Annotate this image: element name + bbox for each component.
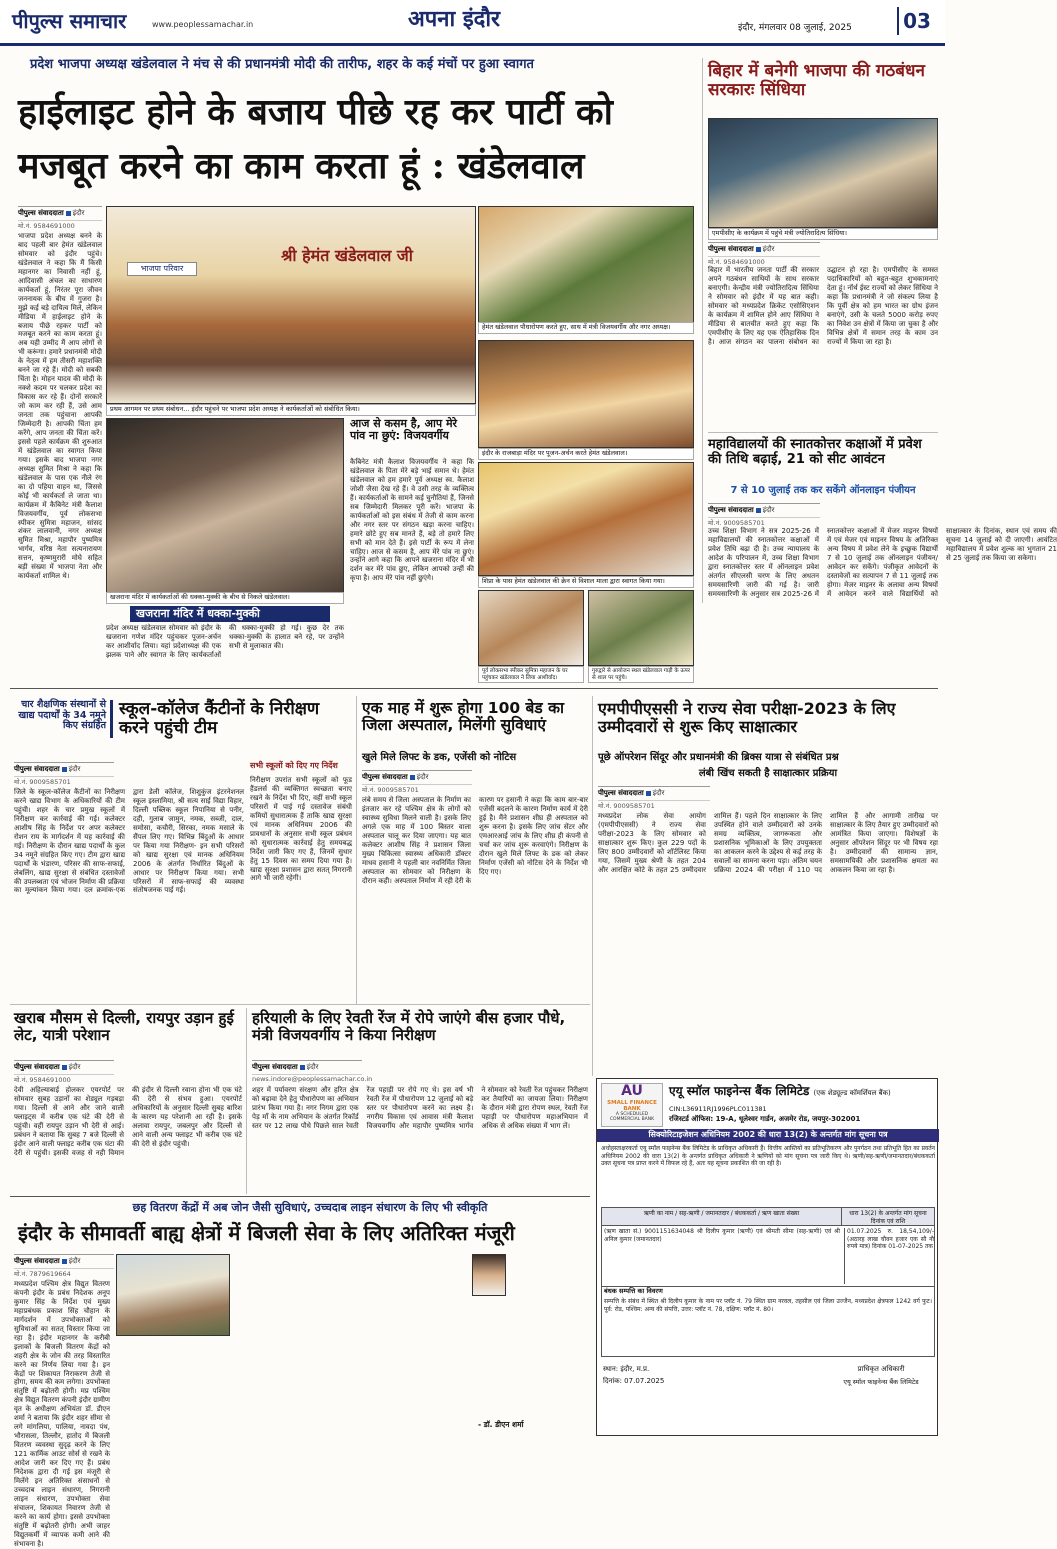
hospital-body: लंबे समय से जिला अस्पताल के निर्माण का इंतजार कर रहे पश्चिम क्षेत्र के लोगों को स्वास्थ्य सुविधा मिलने वाली है। इसके लिए अगले एक माह में 100 बिस्तर वाला अस्पताल चालू कर दिया जाएगा। यह बात कलेक्टर आशीष सिंह ने प्रशासन जिला मुख्य चिकित्सा स्वास्थ्य अधिकारी डॉक्टर माधव हसानी ने पहली बार नवनिर्मित जिला अस्पताल का सोमवार को निरीक्षण के दौरान कही। अस्पताल निर्माण में रही देरी के कारण पर हसानी ने कहा कि काम बार-बार एजेंसी बदलने के कारण निर्माण कार्य में देरी हुई है। मैंने प्रशासन शीघ्र ही अस्पताल को शुरू करना है। इसके लिए जांच सेंटर और एमआरआई जांच के लिए शीघ्र ही कंपनी से चर्चा कर जांच शुरू करवाएंगे। निरीक्षण के दौरान खुले मिले लिफ्ट के डक को लेकर निर्माण एजेंसी को नोटिस देने के निर्देश भी दिए गए। (362, 796, 588, 885)
brand-logo[interactable]: पीपुल्स समाचार (12, 9, 127, 33)
notice-property: सम्पत्ति के संबंध में स्थित श्री दिलीप कुमार के नाम पर प्लॉट नं. 79 स्थित ग्राम नरवल, तहसील एवं जिला उज्जैन, मध्यप्रदेश क्षेत्रफल 1242 वर्ग फुट। पूर्व: रोड, पश्चिम: अन्य की संपत्ति, उत्तर: प्लॉट नं. 78, दक्षिण: प्लॉट नं. 80। (604, 1298, 932, 1313)
square-icon (62, 1259, 67, 1264)
page-number: 03 (897, 7, 935, 35)
bank-address: रजिस्टर्ड ऑफिस: 19-A, धूलेश्वर गार्डन, अजमेर रोड, जयपुर-302001 (669, 1115, 861, 1123)
bank-logo (601, 1083, 663, 1127)
hospital-byline (362, 770, 472, 785)
crowd-body: प्रदेश अध्यक्ष खंडेलवाल सोमवार को इंदौर के खजराना गणेश मंदिर पहुंचकर पूजन-अर्चन कर आशीर्वाद लिया। यहां प्रदेशाध्यक्ष की एक झलक पाने और स्वागत के लिए कार्यकर्ताओं की धक्का-मुक्की हो गई। कुछ देर तक धक्का-मुक्की के हालात बने रहे, पर उन्होंने सभी से मुलाकात की। (106, 624, 344, 659)
byline-name: पीपुल्स संवाददाता (598, 789, 644, 797)
square-icon (410, 775, 415, 780)
byline-name: पीपुल्स संवाददाता (708, 245, 754, 253)
byline-name: पीपुल्स संवाददाता (252, 1063, 298, 1071)
canteen-headline: स्कूल-कॉलेज कैंटीनों के निरीक्षण करने पहुंची टीम (110, 700, 350, 738)
notice-row-borrower: (ऋण खाता सं.) 9001151634048 श्री दिलीप कुमार (ऋणी) एवं श्रीमती सीमा (सह-ऋणी) एवं श्री अनिल कुमार (जमानतदार) (604, 1228, 840, 1243)
bank-cin: CIN:L36911RJ1996PLC011381 (669, 1105, 767, 1113)
mppsc-byline (598, 786, 710, 801)
lead-body: भाजपा प्रदेश अध्यक्ष बनने के बाद पहली बार हेमंत खंडेलवाल सोमवार को इंदौर पहुंचे। खंडेलवाल ने कहा कि मैं किसी महानगर का निवासी नहीं हूं, आदिवासी अंचल का साधारण कार्यकर्ता हूं, निरंतर पूरा जीवन जननायक के बीच में गुजरा है। मुझे कई बड़े दायित्व मिले, लेकिन मीडिया में हाईलाइट होने के बजाय पीछे रहकर पार्टी को मजबूत करने का काम करता हूं। अब यही उम्मीद मैं आप लोगों से भी करूंगा। हमारे प्रधानमंत्री मोदी के नेतृत्व में हम तीसरी महाशक्ति बनने जा रहे हैं। मोदी को सबकी चिंता है। मोहन यादव की मोदी के नक्शे कदम पर चलकर प्रदेश का विकास कर रहे हैं। दोनों सरकारें जो काम कर रही हैं, उसे आम जनता तक पहुंचाना आपकी जिम्मेदारी है। आपकी चिंता हम करेंगे, आप जनता की चिंता करें। इससे पहले कार्यक्रम की शुरुआत में खंडेलवाल का स्वागत किया गया। इसके बाद भाजपा नगर अध्यक्ष सुमित मिश्रा ने कहा कि खंडेलवाल के पास एक नीले रंग का दो पहिया वाहन था, जिससे कोई भी कार्यकर्ता ले जाता था। कार्यक्रम में कैबिनेट मंत्री कैलाश विजयवर्गीय, पूर्व लोकसभा स्पीकर सुमित्रा महाजन, सांसद शंकर लालवानी, नगर अध्यक्ष सुमित मिश्रा, महापौर पुष्यमित्र भार्गव, वरिष्ठ नेता सत्यनारायण सत्तन, कृष्णमुरारी मोघे सहित बड़ी संख्या में भाजपा नेता और कार्यकर्ता शामिल थे। (18, 232, 102, 581)
mahajan-photo-caption: पूर्व लोकसभा स्पीकर सुमित्रा महाजन के घर पहुंचकर खंडेलवाल ने लिया आशीर्वाद। (478, 666, 584, 683)
plantation-headline: हरियाली के लिए रेवती रेंज में रोपे जाएंगे बीस हजार पौधे, मंत्री विजयवर्गीय ने किया निरीक्षण (252, 1009, 566, 1044)
stage-banner-sub: भाजपा परिवार (127, 262, 197, 276)
power-body-cont (116, 1340, 228, 1430)
lead-kicker: प्रदेश भाजपा अध्यक्ष खंडेलवाल ने मंच से की प्रधानमंत्री मोदी की तारीफ, शहर के कई मंचों पर हुआ स्वागत (30, 57, 534, 72)
lead-mobile: मो.नं. 9584691000 (18, 222, 75, 230)
power-signature: - डॉ. डीएन शर्मा (478, 1420, 524, 1429)
notice-signatory-org: एयू स्मॉल फाइनेन्स बैंक लिमिटेड (843, 1378, 919, 1386)
section-divider (10, 1004, 590, 1005)
notice-signatory: प्राधिकृत अधिकारी (857, 1365, 905, 1373)
masthead (0, 0, 945, 46)
plant-photo-caption: हेमंत खंडेलवाल पौधारोपण करते हुए, साथ में मंत्री विजयवर्गीय और नगर अध्यक्ष। (478, 322, 694, 334)
weather-byline (14, 1060, 114, 1075)
stage-banner: श्री हेमंत खंडेलवाल जी (281, 246, 413, 265)
byline-place: इंदौर (306, 1063, 319, 1071)
byline-place: इंदौर (762, 506, 775, 514)
temple-photo-caption: इंदौर के राजबाड़ा मंदिर पर पूजन-अर्चन करते हेमंत खंडेलवाल। (478, 448, 694, 460)
power-body: मध्यप्रदेश पश्चिम क्षेत्र विद्युत वितरण कंपनी इंदौर के प्रबंध निदेशक अनूप कुमार सिंह के निर्देश एवं मुख्य महाप्रबंधक प्रकाश सिंह चौहान के मार्गदर्शन में उपभोक्ताओं को सुविधाओं का सतत् विस्तार किया जा रहा है। इंदौर महानगर के करीबी इलाकों के बिजली वितरण केंद्रों को शहरी क्षेत्र के जोन की तरह विस्तारित करने का निर्णय लिया गया है। इन केंद्रों पर शिकायत निराकरण तेजी से होगा, समय की कम लगेगा। उपभोक्ता संतुष्टि में बढ़ोतरी होगी। मप्र पश्चिम क्षेत्र विद्युत वितरण कंपनी इंदौर ग्रामीण वृत के अधीक्षण अभियंता डॉ. डीएन शर्मा ने बताया कि इंदौर शहर सीमा से लगे मांगलिया, पालिया, नावदा पंथ, भौरासला, तिल्लौर, हातोद में बिजली वितरण व्यवस्था सुदृढ़ करने के लिए 121 कार्मिक आउट सोर्स से रखने के आदेश जारी कर दिए गए हैं। प्रबंध निदेशक द्वारा दी गई इस मंजूरी से मिलेंगे इन अतिरिक्त संसाधनों से उच्चदाब लाइन संधारण, निगरानी लाइन संधारण, उपभोक्ता सेवा संचालन, शिकायत निवारण तेजी से करने का कार्य होगा। इससे उपभोक्ता संतुष्टि में बढ़ोतरी होगी। अभी जाहर विद्युतकर्मी में व्यापक कमी आने की संभावना है। (14, 1280, 110, 1548)
crowd-headline: खजराना मंदिर में धक्का-मुक्की (130, 606, 330, 622)
byline-place: इंदौर (72, 209, 85, 217)
scindia-photo (708, 118, 938, 228)
power-officer-photo (472, 1254, 506, 1296)
section-divider (10, 1196, 590, 1197)
canteen-byline (14, 762, 114, 777)
stage-photo (106, 206, 476, 404)
byline-name: पीपुल्स संवाददाता (14, 765, 60, 773)
notice-intro: अधोहस्ताक्षरकर्ता एयू स्मॉल फाइनेन्स बैंक लिमिटेड के प्राधिकृत अधिकारी हैं। वित्तीय आस्तियों का प्रतिभूतिकरण और पुनर्गठन तथा प्रतिभूति हित का प्रवर्तन अधिनियम 2002 की धारा 13(2) के अन्तर्गत प्राधिकृत अधिकारी ने ऋणियों को मांग सूचना पत्र जारी किए थे। ऋणी/सह-ऋणी/जमानतदार/बंधककर्ता उक्त सूचना पत्र प्राप्त करने में विफल रहे हैं, अतः यह सूचना प्रकाशित की जा रही है। (601, 1145, 935, 1168)
college-body: उच्च शिक्षा विभाग ने सत्र 2025-26 में महाविद्यालयों की स्नातकोत्तर कक्षाओं में प्रवेश तिथि बढ़ा दी है। उच्च न्यायालय के आदेश के परिपालन में, उच्च शिक्षा विभाग द्वारा स्नातकोत्तर स्तर में ऑनलाइन प्रवेश अंतर्गत सीएलसी चरण के लिए अधतन समयसारिणी जारी की गई है। जारी समयसारिणी के अनुसार सत्र 2025-26 में स्नातकोत्तर कक्षाओं में मेजर माइनर विषयों में एवं मेजर एवं माइनर विषय के अतिरिक्त अन्य विषय में प्रवेश लेने के इच्छुक विद्यार्थी 7 से 10 जुलाई तक ऑनलाइन पंजीयन/आवेदन कर सकेंगे। पंजीकृत आवेदनों के दस्तावेजों का सत्यापन 7 से 11 जुलाई तक होगा। मेजर माइनर के अलावा अन्य विषयों में आवेदन करने वाले विद्यार्थियों को साक्षात्कार के दिनांक, स्थान एवं समय की सूचना 14 जुलाई को दी जाएगी। आवंटित महाविद्यालय में प्रवेश शुल्क का भुगतान 21 से 25 जुलाई तक किया जा सकेगा। (708, 527, 1057, 598)
power-office-photo (116, 1254, 230, 1336)
lead-headline-2: मजबूत करने का काम करता हूं : खंडेलवाल (18, 145, 585, 187)
column-divider (702, 58, 703, 603)
bank-title (669, 1085, 935, 1098)
mppsc-mobile: मो.नं. 9009585701 (598, 802, 655, 810)
column-divider (246, 1008, 247, 1194)
section-divider (10, 688, 938, 689)
canteen-side-title: चार शैक्षणिक संस्थानों से खाद्य पदार्थों के 34 नमूने किए संग्रहित (18, 699, 106, 732)
bank-logo-mark: AU (621, 1083, 643, 1099)
power-kicker: छह वितरण केंद्रों में अब जोन जैसी सुविधाएं, उच्चदाब लाइन संधारण के लिए भी स्वीकृति (132, 1201, 488, 1214)
bank-logo-sub: A SCHEDULED COMMERCIAL BANK (609, 1111, 655, 1122)
crowd-photo (106, 418, 344, 594)
byline-name: पीपुल्स संवाददाता (362, 773, 408, 781)
temple-photo (478, 340, 694, 448)
vijay-headline: आज से कसम है, आप मेरे पांव ना छुएं: विजयवर्गीय (350, 417, 458, 443)
vijay-body: कैबिनेट मंत्री कैलाश विजयवर्गीय ने कहा कि खंडेलवाल के पिता मेरे बड़े भाई समान थे। हेमंत खंडेलवाल को हम हमारे पूर्व अध्यक्ष स्व. कैलाश जोशी जैसा देख रहे हैं। वे उसी तरह के व्यक्तित्व हैं। कार्यकर्ताओं के सामने कई चुनौतियां हैं, जिनसे सब जिम्मेदारी मिलकर पूरी करें। भाजपा के कार्यकर्ताओं को इस संबंध में तेजी से काम करना और नगर स्तर पर संगठन खड़ा करना चाहिए। हमारे छोटे हुए सब मानते हैं, बड़े तो हमारे लिए सभी को मान देते हैं। इसे पार्टी के रूप में लेना चाहिए। आज से कसम है, आप मेरे पांव ना छुएं। उन्होंने आगे कहा कि आपने खजराना मंदिर में भी दर्शन कर मेरे पांव छुए, लेकिन आपको उन्हीं की कृपा है। आप मेरे पांव नहीं छुएंगे। (350, 458, 474, 583)
college-byline (708, 503, 820, 518)
hospital-mobile: मो.नं. 9009585701 (362, 786, 419, 794)
garland-photo (478, 462, 694, 576)
byline-name: पीपुल्स संवाददाता (14, 1257, 60, 1265)
plantation-email[interactable]: news.indore@peoplessamachar.co.in (252, 1075, 373, 1083)
square-icon (756, 247, 761, 252)
byline-place: इंदौर (652, 789, 665, 797)
garland-photo-caption: शिप्रा के पास हेमंत खंडेलवाल की क्रेन से विशाल माला द्वारा स्वागत किया गया। (478, 576, 694, 588)
college-subhead: 7 से 10 जुलाई तक कर सकेंगे ऑनलाइन पंजीयन (730, 485, 916, 496)
notice-property-title: बंधक सम्पत्ति का विवरण (602, 1286, 934, 1296)
gurudwara-photo (588, 590, 694, 666)
byline-place: इंदौर (762, 245, 775, 253)
canteen-box-title: सभी स्कूलों को दिए गए निर्देश (250, 761, 338, 770)
square-icon (300, 1065, 305, 1070)
scindia-photo-caption: एमपीसीए के कार्यक्रम में पहुंचे मंत्री ज्योतिरादित्य सिंधिया। (708, 228, 938, 240)
square-icon (62, 1065, 67, 1070)
bank-title-note: (एक शेड्यूल्ड कॉमर्शियल बैंक) (813, 1089, 891, 1097)
notice-col-header-1: ऋणी का नाम / सह-ऋणी / जमानतदार / बंधककर्ता / ऋण खाता संख्या (602, 1208, 842, 1226)
lead-byline (18, 206, 102, 221)
notice-place: स्थान: इंदौर, म.प्र. (603, 1365, 650, 1373)
site-url[interactable]: www.peoplessamachar.in (152, 20, 254, 29)
college-headline: महाविद्यालयों की स्नातकोत्तर कक्षाओं में प्रवेश की तिथि बढ़ाई, 21 को सीट आवंटन (708, 437, 922, 467)
dateline: इंदौर, मंगलवार 08 जुलाई, 2025 (738, 23, 852, 33)
canteen-box-body: निरीक्षण उपरांत सभी स्कूलों को फूड हैंडलर्स की व्यक्तिगत स्वच्छता बनाए रखने के निर्देश भी दिए, वहीं सभी स्कूल परिसरों में पाई गई दस्तावेज संबंधी कमियों सुधारात्मक हैं ताकि खाद्य सुरक्षा एवं मानक अधिनियम 2006 की प्रावधानों के अनुसार सभी स्कूल प्रबंधन को सुधारात्मक कार्रवाई हेतु समयबद्ध निर्देश जारी किए गए हैं, जिनमें सुधार हेतु 15 दिवस का समय दिया गया है। खाद्य सुरक्षा प्रशासन द्वारा सतत् निगरानी आगे भी जारी रहेगी। (250, 776, 352, 883)
weather-mobile: मो.नं. 9584691000 (14, 1076, 71, 1084)
square-icon (756, 508, 761, 513)
hospital-subhead: खुले मिले लिफ्ट के डक, एजेंसी को नोटिस (362, 752, 517, 763)
power-headline: इंदौर के सीमावर्ती बाह्य क्षेत्रों में बिजली सेवा के लिए अतिरिक्त मंजूरी (18, 1221, 515, 1245)
mppsc-body: मध्यप्रदेश लोक सेवा आयोग (एमपीपीएससी) ने राज्य सेवा परीक्षा-2023 के लिए सोमवार को साक्षात्कार शुरू किए। कुल 229 पदों के लिए 800 उम्मीदवारों को शॉर्टलिस्ट किया गया, जिसमें मुख्य श्रेणी के तहत 204 और आरक्षित कोटे के तहत 25 उम्मीदवार शामिल हैं। पहले दिन साक्षात्कार के लिए उपस्थित होने वाले उम्मीदवारों को उनके समग्र व्यक्तित्व, जागरूकता और प्रशासनिक भूमिकाओं के लिए उपयुक्तता का आकलन करने के उद्देश्य से कई तरह के सवालों का सामना करना पड़ा। अंतिम चयन प्रक्रिया 2024 की परीक्षा में 110 पद शामिल हैं और आगामी तारीख पर साक्षात्कार के लिए तैयार हुए उम्मीदवारों को आमंत्रित किया जाएगा। विशेषज्ञों के अनुसार ऑपरेशन सिंदूर पर भी विषय रहा है। उम्मीदवारों की सामान्य ज्ञान, समसामयिकी और प्रशासनिक क्षमता का आकलन किया जा रहा है। (598, 812, 939, 874)
notice-table (601, 1207, 935, 1357)
scindia-headline: बिहार में बनेगी भाजपा की गठबंधन सरकारः सिंधिया (708, 61, 925, 101)
plantation-byline (252, 1060, 362, 1075)
plant-photo (478, 206, 694, 328)
notice-col-header-2: धारा 13(2) के अन्तर्गत मांग सूचना दिनांक एवं राशि (842, 1208, 934, 1226)
byline-name: पीपुल्स संवाददाता (14, 1063, 60, 1071)
weather-headline: खराब मौसम से दिल्ली, रायपुर उड़ान हुई लेट, यात्री परेशान (14, 1009, 234, 1044)
column-divider (356, 696, 357, 1004)
bank-title-text: एयू स्मॉल फाइनेन्स बैंक लिमिटेड (669, 1084, 810, 1098)
stage-photo-caption: प्रथम आगमन पर प्रथम संबोधन... इंदौर पहुंचने पर भाजपा प्रदेश अध्यक्ष ने कार्यकर्ताओं को संबोधित किया। (106, 404, 476, 416)
byline-name: पीपुल्स संवाददाता (18, 209, 64, 217)
byline-name: पीपुल्स संवाददाता (708, 506, 754, 514)
section-divider (708, 432, 938, 433)
column-divider (592, 696, 593, 1076)
plantation-body: शहर में पर्यावरण संरक्षण और हरित क्षेत्र को बढ़ावा देने हेतु पौधारोपण का अभियान प्रारंभ किया गया है। नगर निगम द्वारा एक पेड़ माँ के नाम अभियान के अंतर्गत रिकॉर्ड स्तर पर 12 लाख पौधे पिछले साल रेवती रेंज पहाड़ी पर रोपे गए थे। इस वर्ष भी रेवती रेंज में पौधारोपण 12 जुलाई को बड़े स्तर पर पौधारोपण करने का लक्ष्य है। नगरीय विकास एवं आवास मंत्री कैलाश विजयवर्गीय और महापौर पुष्यमित्र भार्गव ने सोमवार को रेवती रेंज पहुंचकर निरीक्षण कर तैयारियों का जायजा लिया। निरीक्षण के दौरान मंत्री द्वारा रोपण स्थल, रेवती रेंज पहाड़ी पर पौधारोपण महाअभियान में अधिक से अधिक संख्या में भाग लें। (252, 1086, 588, 1130)
byline-place: इंदौर (68, 1257, 81, 1265)
canteen-mobile: मो.नं. 9009585701 (14, 778, 71, 786)
bank-notice (596, 1078, 938, 1436)
mahajan-photo (478, 590, 584, 666)
notice-heading: सिक्योरिटाइजेशन अधिनियम 2002 की धारा 13(2) के अन्तर्गत मांग सूचना पत्र (597, 1129, 939, 1142)
power-body-col3 (236, 1254, 468, 1430)
mppsc-subhead-2: लंबी खिंच सकती है साक्षात्कार प्रक्रिया (698, 768, 838, 779)
square-icon (62, 767, 67, 772)
section-title: अपना इंदौर (408, 7, 501, 32)
gurudwara-photo-caption: गुरुद्वारे से आयोजन स्थल खंडेलवाल गाड़ी के ऊपर से शाल पर पहुंचे। (588, 666, 694, 683)
notice-row-amount: 01.07.2025 रु. 18,54,109/- (अठारह लाख चौवन हजार एक सौ नौ रुपये मात्र) दिनांक 01-07-2025 तक (844, 1228, 934, 1284)
mppsc-headline: एमपीपीएससी ने राज्य सेवा परीक्षा-2023 के लिए उम्मीदवारों से शुरू किए साक्षात्कार (598, 699, 896, 736)
square-icon (646, 791, 651, 796)
byline-place: इंदौर (68, 765, 81, 773)
byline-place: इंदौर (68, 1063, 81, 1071)
power-byline (14, 1254, 114, 1269)
bank-logo-text: SMALL FINANCE BANK (607, 1099, 657, 1112)
byline-place: इंदौर (416, 773, 429, 781)
weather-body: देवी अहिल्याबाई होलकर एयरपोर्ट पर सोमवार सुबह उड़ानों का शेड्यूल गड़बड़ा गया। दिल्ली से आने और जाने वाली फ्लाइट्स में करीब एक घंटे की देरी से पहुंची। वहीं रायपुर उड़ान भी देरी से आई। प्रबंधन ने बताया कि सुबह 7 बजे दिल्ली से इंदौर आने वाली फ्लाइट करीब एक घंटा की देरी से पहुंची। इसकी वजह से नही विमान की इंदौर से दिल्ली रवाना होना भी एक घंटे की देरी से संभव हुआ। एयरपोर्ट अधिकारियों के अनुसार दिल्ली सुबह बारिश के कारण यह परेशानी आ रही है। इसके अलावा रायपुर, जबलपुर और दिल्ली से आने वाली अन्य फ्लाइट भी करीब एक घंटे की देरी से इंदौर पहुंची। (14, 1086, 242, 1157)
square-icon (66, 211, 71, 216)
notice-date: दिनांक: 07.07.2025 (603, 1377, 665, 1385)
hospital-headline: एक माह में शुरू होगा 100 बेड का जिला अस्पताल, मिलेंगी सुविधाएं (362, 699, 565, 735)
scindia-mobile: मो.नं. 9584691000 (708, 258, 765, 266)
canteen-body: जिले के स्कूल-कॉलेज कैंटीनों का निरीक्षण करने खाद्य विभाग के अधिकारियों की टीम पहुंची। शहर के चार प्रमुख स्कूलों में निरीक्षण कर कार्रवाई की गई। कलेक्टर आशीष सिंह के निर्देश पर अपर कलेक्टर रोशन राय के मार्गदर्शन में यह कार्रवाई की गई। निरीक्षण के दौरान खाद्य पदार्थों के कुल 34 नमूने संग्रहित किए गए। टीम द्वारा खाद्य पदार्थों के भंडारण, परिसर की साफ-सफाई, लेबलिंग, खाद्य सुरक्षा से संबंधित दस्तावेजों की उपलब्धता एवं भोजन निर्माण की प्रक्रिया का मूल्यांकन किया गया। दल क्रमांक-एक द्वारा डेली कॉलेज, शिशुकुंज इंटरनेशनल स्कूल इस्लामिया, श्री सत्य साई विद्या विहार, दिल्ली पब्लिक स्कूल निपानिया से पनीर, दही, गुलाब जामुन, नमक, सब्जी, दाल, समोसा, कचौरी, सिरका, नमक मसाले के सैंपल लिए गए। विभिन्न बिंदुओं के आधार पर किया गया निरीक्षण- इन सभी परिसरों को खाद्य सुरक्षा एवं मानक अधिनियम 2006 के अंतर्गत निर्धारित बिंदुओं के आधार पर निरीक्षण किया गया। सभी परिसरों में साफ-सफाई की व्यवस्था संतोषजनक पाई गई। (14, 788, 244, 895)
scindia-body: बिहार में भारतीय जनता पार्टी की सरकार अपने गठबंधन साथियों के साथ सरकार बनाएगी। केन्द्रीय मंत्री ज्योतिरादित्य सिंधिया ने सोमवार को इंदौर में यह बात कही। सोमवार को मध्यप्रदेश क्रिकेट एसोसिएशन के कार्यक्रम में शामिल होने आए सिंधिया ने मीडिया से बातचीत करते हुए कहा कि एमपीसीए के लिए यह एक ऐतिहासिक दिन है। आज संगठन का पालना संबोधन का उद्घाटन हो रहा है। एमपीसीए के समस्त पदाधिकारियों को बहुत-बहुत शुभकामनाएं देता हूं। नॉर्थ ईस्ट राज्यों को लेकर सिंधिया ने कहा कि प्रधानमंत्री ने जो संकल्प लिया है कि पूर्वी क्षेत्र को हम भारत का ग्रोथ इंजन बनाएंगे, उसी के चलते 5000 करोड़ रुपए का निवेश उन क्षेत्रों में किया जा चुका है और विभिन्न क्षेत्रों में समान तरह के काम उन राज्यों में किया जा रहा है। (708, 266, 938, 346)
power-mobile: मो.नं. 7879619664 (14, 1270, 71, 1278)
scindia-byline (708, 242, 820, 257)
lead-headline-1: हाईलाइट होने के बजाय पीछे रह कर पार्टी को (18, 91, 613, 133)
mppsc-subhead-1: पूछे ऑपरेशन सिंदूर और प्रधानमंत्री की ब्रिक्स यात्रा से संबंधित प्रश्न (598, 752, 839, 763)
crowd-photo-caption: खजराना मंदिर में कार्यकर्ताओं की धक्का-मुक्की के बीच से निकले खंडेलवाल। (106, 592, 344, 604)
college-mobile: मो.नं. 9009585701 (708, 519, 765, 527)
